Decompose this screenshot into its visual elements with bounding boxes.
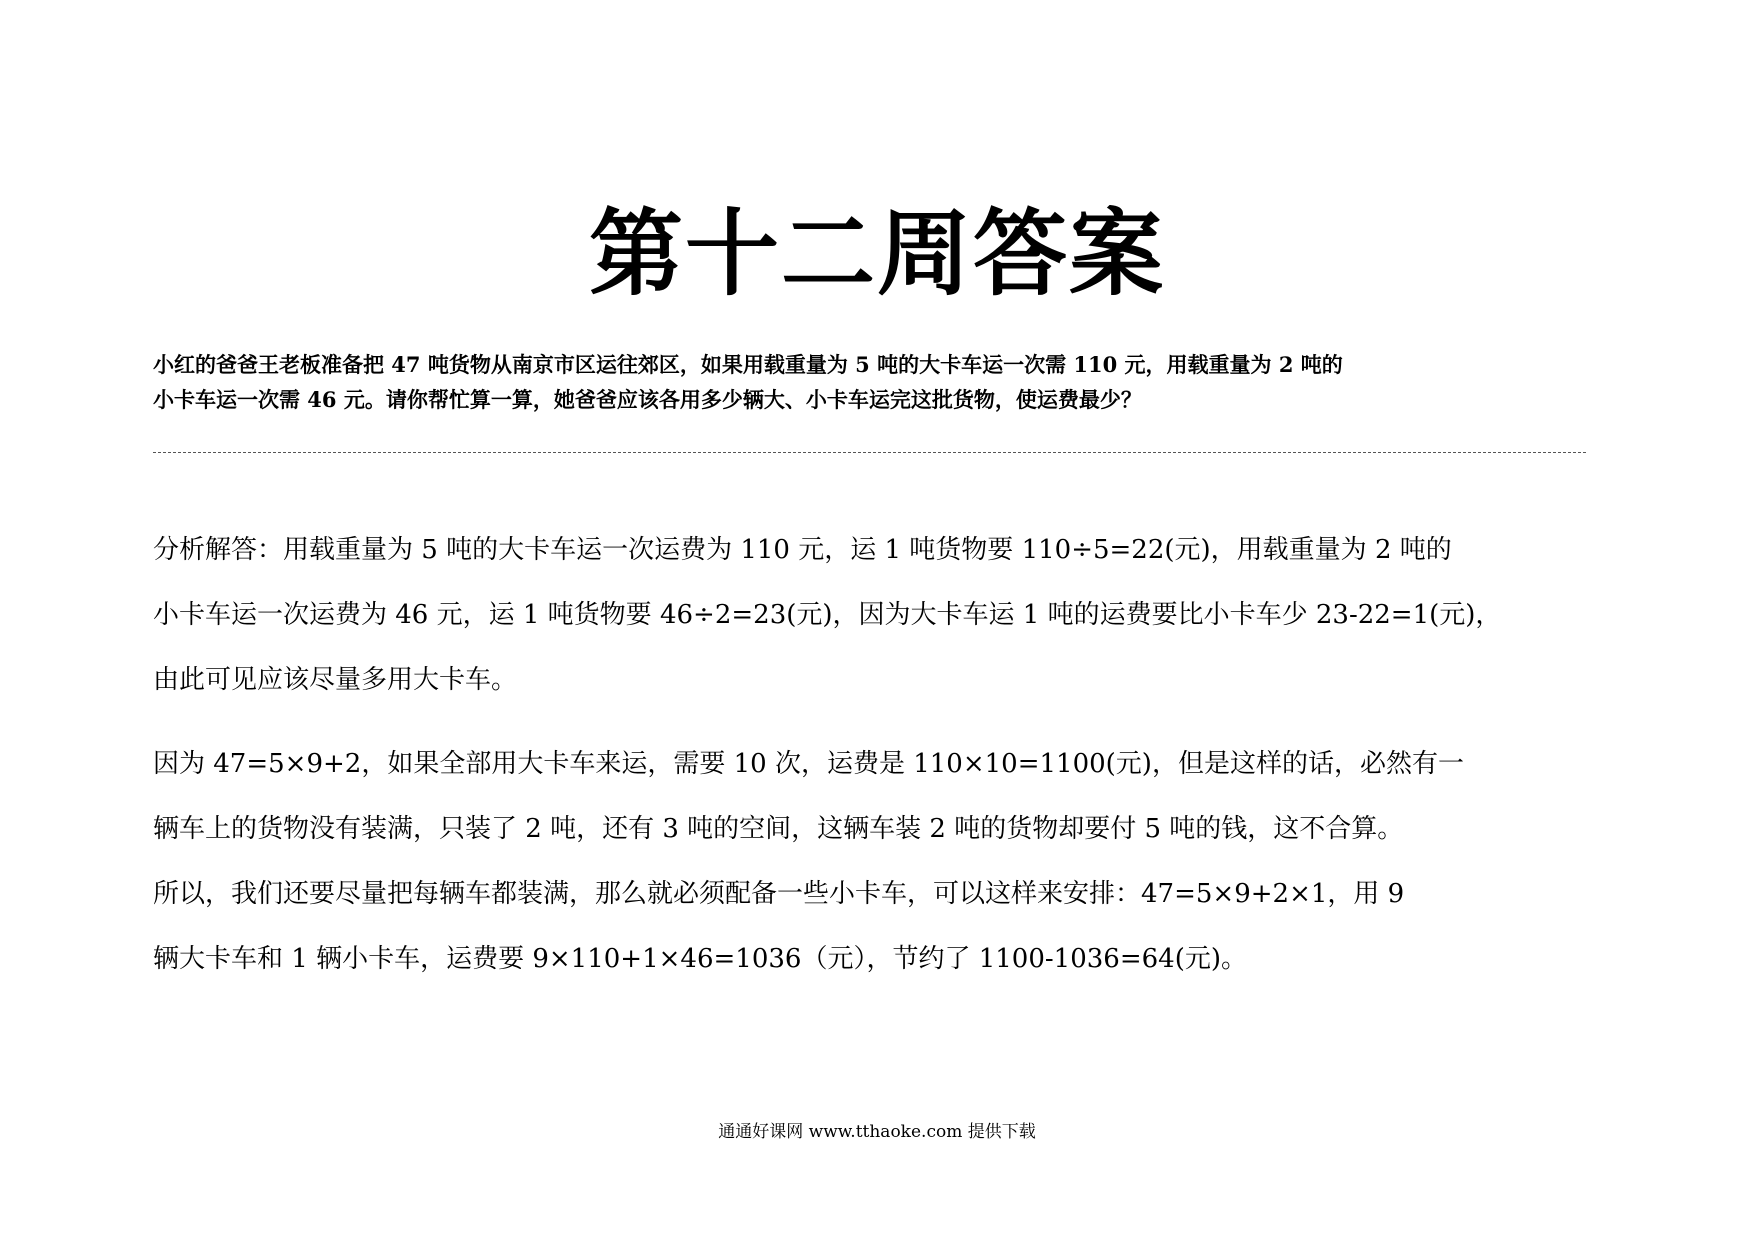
- analysis-line: 由此可见应该尽量多用大卡车。: [153, 665, 518, 695]
- analysis-line: 小卡车运一次运费为 46 元，运 1 吨货物要 46÷2=23(元)，因为大卡车运 1 吨的运费要比小卡车少 23-22=1(元)，: [153, 600, 1502, 630]
- dashed-divider: [153, 452, 1586, 453]
- calculation-line: 辆车上的货物没有装满，只装了 2 吨，还有 3 吨的空间，这辆车装 2 吨的货物却要付 5 吨的钱，这不合算。: [153, 814, 1404, 844]
- analysis-line: 分析解答：用载重量为 5 吨的大卡车运一次运费为 110 元，运 1 吨货物要 110÷5=22(元)，用载重量为 2 吨的: [153, 535, 1452, 565]
- calculation-line: 所以，我们还要尽量把每辆车都装满，那么就必须配备一些小卡车，可以这样来安排：47=5×9+2×1，用 9: [153, 879, 1405, 909]
- calculation-line: 辆大卡车和 1 辆小卡车，运费要 9×110+1×46=1036（元），节约了 1100-1036=64(元)。: [153, 944, 1247, 974]
- calculation-paragraph: [153, 732, 1623, 992]
- question-block: [153, 347, 1613, 417]
- question-line: 小卡车运一次需 46 元。请你帮忙算一算，她爸爸应该各用多少辆大、小卡车运完这批货物，使运费最少？: [153, 387, 1142, 412]
- question-line: 小红的爸爸王老板准备把 47 吨货物从南京市区运往郊区，如果用载重量为 5 吨的大卡车运一次需 110 元，用载重量为 2 吨的: [153, 352, 1343, 377]
- analysis-paragraph: [153, 518, 1623, 713]
- calculation-line: 因为 47=5×9+2，如果全部用大卡车来运，需要 10 次，运费是 110×10=1100(元)，但是这样的话，必然有一: [153, 749, 1464, 779]
- footer-source: 通通好课网 www.tthaoke.com 提供下载: [718, 1122, 1036, 1142]
- page-title: 第十二周答案: [588, 200, 1165, 309]
